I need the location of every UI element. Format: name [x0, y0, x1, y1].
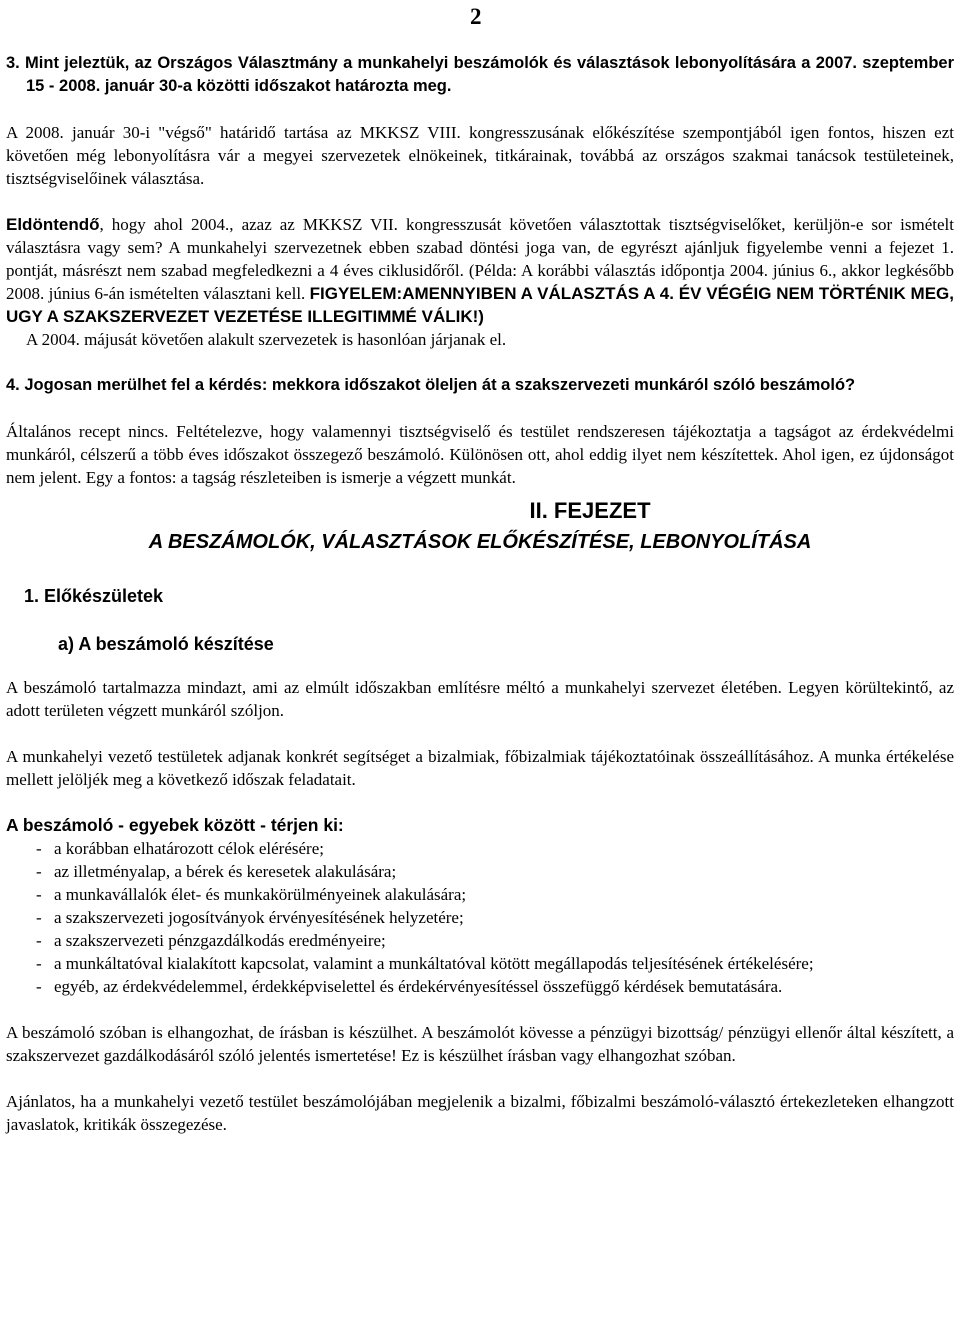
list-item: - a korábban elhatározott célok elérésére;: [36, 839, 324, 858]
dash-bullet: -: [36, 862, 42, 881]
list-item: - a munkavállalók élet- és munkakörülményeinek alakulására;: [36, 885, 467, 904]
dash-bullet: -: [36, 931, 42, 950]
dash-bullet: -: [36, 977, 42, 996]
list-heading: A beszámoló - egyebek között - térjen ki:: [6, 815, 344, 835]
dash-bullet: -: [36, 839, 42, 858]
paragraph-oral: A beszámoló szóban is elhangozhat, de írásban is készülhet. A beszámolót kövesse a pénzügyi bizottság/ pénzügyi ellenőr által készített, a szakszervezet gazdálkodásáról szóló jelentés ismertetése! Ez is készülhet írásban vagy elhangozhat szóban.: [6, 1023, 954, 1065]
report-topics-list: [6, 837, 954, 998]
list-item: - a szakszervezeti jogosítványok érvényesítésének helyzetére;: [36, 908, 464, 927]
paragraph-recommend: Ajánlatos, ha a munkahelyi vezető testület beszámolójában megjelenik a bizalmi, főbizalmi beszámoló-választó értekezleteken elhangzott javaslatok, kritikák összegezése.: [6, 1092, 954, 1134]
paragraph-contains: A beszámoló tartalmazza mindazt, ami az elmúlt időszakban említésre méltó a munkahelyi szervezet életében. Legyen körültekintő, az adott területen végzett munkáról szóljon.: [6, 678, 954, 720]
page-content: [6, 52, 954, 1136]
list-item: - a szakszervezeti pénzgazdálkodás eredményeire;: [36, 931, 386, 950]
paragraph-recipe: Általános recept nincs. Feltételezve, hogy valamennyi tisztségviselő és testület rendszeresen tájékoztatja a tagságot az érdekvédelmi munkáról, célszerű a több éves időszakot összegező beszámoló. Különösen ott, ahol eddig ilyet nem készítettek. Ahol igen, ez újdonságot nem jelent. Egy a fontos: a tagság részleteiben is ismerje a végzett munkát.: [6, 422, 954, 487]
paragraph-2004: A 2004. májusát követően alakult szervezetek is hasonlóan járjanak el.: [26, 330, 507, 349]
dash-bullet: -: [36, 954, 42, 973]
decide-warning: FIGYELEM:AMENNYIBEN A VÁLASZTÁS A 4. ÉV VÉGÉIG NEM TÖRTÉNIK MEG, UGY A SZAKSZERVEZET VEZETÉSE ILLEGITIMMÉ VÁLIK!): [6, 284, 954, 326]
list-item: - egyéb, az érdekvédelemmel, érdekképviselettel és érdekérvényesítéssel összefüggő kérdések bemutatására.: [36, 977, 783, 996]
list-item: - az illetményalap, a bérek és keresetek alakulására;: [36, 862, 397, 881]
dash-bullet: -: [36, 908, 42, 927]
decide-text: , hogy ahol 2004., azaz az MKKSZ VII. kongresszusát követően választottak tisztségviselőket, kerüljön-e sor ismételt választásra vagy sem? A munkahelyi szervezetnek ebben szabad döntési joga van, de egyrészt ajánljuk figyelembe venni a fejezet 1. pontját, másrészt nem szabad megfeledkezni a 4 éves ciklusidőről. (Példa: A korábbi választás időpontja 2004. június 6., akkor legkésőbb 2008. június 6-án ismételten választani kell.: [6, 215, 954, 303]
chapter-number: II. FEJEZET: [529, 498, 651, 523]
list-item: - a munkáltatóval kialakított kapcsolat, valamint a munkáltatóval kötött megállapodás teljesítésének értékelésére;: [36, 954, 814, 973]
page-number: 2: [470, 4, 482, 29]
paragraph-decide: [6, 213, 954, 328]
section-4-heading: 4. Jogosan merülhet fel a kérdés: mekkora időszakot öleljen át a szakszervezeti munkáról szóló beszámoló?: [6, 376, 856, 394]
dash-bullet: -: [36, 885, 42, 904]
heading-preparations: 1. Előkészületek: [24, 586, 164, 606]
section-3-heading: 3. Mint jeleztük, az Országos Választmány a munkahelyi beszámolók és választások lebonyolítására a 2007. szeptember 15 - 2008. január 30-a közötti időszakot határozta meg.: [6, 54, 954, 95]
chapter-title: A BESZÁMOLÓK, VÁLASZTÁSOK ELŐKÉSZÍTÉSE, LEBONYOLÍTÁSA: [148, 531, 812, 553]
heading-report: a) A beszámoló készítése: [58, 634, 274, 654]
paragraph-deadline: A 2008. január 30-i "végső" határidő tartása az MKKSZ VIII. kongresszusának előkészítése szempontjából igen fontos, hiszen ezt követően még lebonyolításra vár a megyei szervezetek elnökeinek, titkárainak, továbbá az országos szakmai tanácsok testületeinek, tisztségviselőinek választása.: [6, 123, 954, 188]
decide-lead: Eldöntendő: [6, 215, 100, 234]
paragraph-leaders: A munkahelyi vezető testületek adjanak konkrét segítséget a bizalmiak, főbizalmiak tájékoztatóinak összeállításához. A munka értékelése mellett jelöljék meg a következő időszak feladatait.: [6, 747, 954, 789]
